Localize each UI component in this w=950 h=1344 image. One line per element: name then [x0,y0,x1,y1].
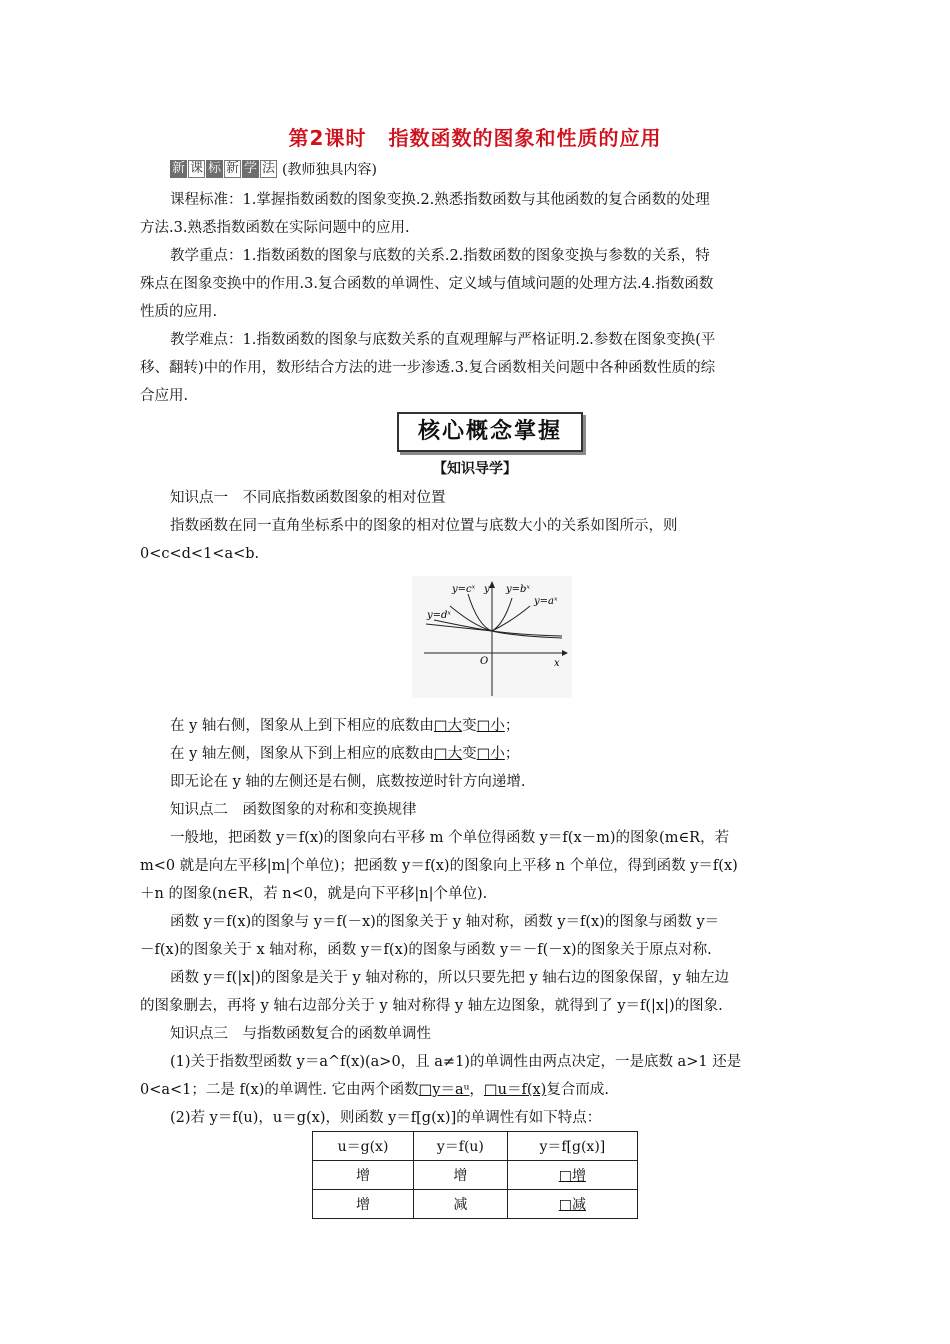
table-header-cell: y＝f[g(x)] [507,1132,637,1161]
curve-d [450,606,562,636]
rule-text: 在 y 轴右侧，图象从上到下相应的底数由 [170,718,434,734]
new-curriculum-banner [170,158,377,180]
paragraph-line: (2)若 y＝f(u)，u＝g(x)，则函数 y＝f[g(x)]的单调性有如下特点： [170,1110,602,1126]
paragraph-line: 一般地，把函数 y＝f(x)的图象向右平移 m 个单位得函数 y＝f(x－m)的图象(m∈R，若 [170,830,730,846]
table-answer-cell: □减 [507,1190,637,1219]
standard-line: 课程标准：1.掌握指数函数的图象变换.2.熟悉指数函数与其他函数的复合函数的处理 [170,192,710,208]
answer-blank: □大 [433,718,463,734]
paragraph-line: m<0 就是向左平移|m|个单位)；把函数 y＝f(x)的图象向上平移 n 个单位，得到函数 y＝f(x) [140,858,738,874]
table-header-cell: u＝g(x) [313,1132,414,1161]
rule-left-side [140,740,846,768]
table-header-row [313,1132,638,1161]
paragraph-text: ， [469,1082,484,1098]
lesson-number: 第2课时 [288,126,367,150]
answer-blank: □y＝aᵘ [418,1082,470,1098]
rule-summary: 即无论在 y 轴的左侧还是右侧，底数按逆时针方向递增. [170,774,526,790]
lesson-topic: 指数函数的图象和性质的应用 [388,126,662,150]
banner-char: 学 [243,161,257,176]
rule-text: ； [504,718,520,734]
paragraph-line: 函数 y＝f(x)的图象与 y＝f(－x)的图象关于 y 轴对称，函数 y＝f(x)的图象与函数 y＝ [170,914,720,930]
table-cell: 增 [414,1161,508,1190]
answer-blank: □小 [476,718,505,734]
banner-char: 新 [225,161,239,176]
key-points-line: 殊点在图象变换中的作用.3.复合函数的单调性、定义域与值域问题的处理方法.4.指数函数 [140,276,714,292]
key-points-line: 性质的应用. [140,304,218,320]
key-points-line: 教学重点：1.指数函数的图象与底数的关系.2.指数函数的图象变换与参数的关系，特 [170,248,710,264]
table-row [313,1190,638,1219]
answer-blank: □u＝f(x) [483,1082,547,1098]
table-cell: 增 [313,1161,414,1190]
difficult-points-line: 教学难点：1.指数函数的图象与底数关系的直观理解与严格证明.2.参数在图象变换(平 [170,332,716,348]
monotonicity-table [312,1131,638,1219]
table-header-cell: y＝f(u) [414,1132,508,1161]
rule-right-side [140,712,846,740]
paragraph-text: 复合而成. [546,1082,609,1098]
difficult-points-line: 合应用. [140,388,189,404]
rule-text: 变 [462,718,477,734]
difficult-points-line: 移、翻转)中的作用，数形结合方法的进一步渗透.3.复合函数相关问题中各种函数性质的综 [140,360,716,376]
label-y-axis: y [484,584,490,595]
label-x-axis: x [554,658,560,669]
rule-text: 在 y 轴左侧，图象从下到上相应的底数由 [170,746,434,762]
paragraph-line: 0<c<d<1<a<b. [140,546,260,562]
knowledge-point-heading: 知识点三 与指数函数复合的函数单调性 [170,1026,431,1042]
banner-char: 法 [261,161,275,176]
answer-blank: □小 [476,746,505,762]
paragraph-line [140,1076,816,1104]
label-d: y=dˣ [427,610,451,621]
section-heading: 核心概念掌握 [397,412,583,452]
exponential-graph-svg [412,576,572,698]
paragraph-line: (1)关于指数型函数 y＝a^f(x)(a>0，且 a≠1)的单调性由两点决定，一是底数 a>1 还是 [170,1054,742,1070]
x-axis-arrow [562,650,568,656]
paragraph-line: 函数 y＝f(|x|)的图象是关于 y 轴对称的，所以只要先把 y 轴右边的图象保留，y 轴左边 [170,970,730,986]
subsection-heading: 【知识导学】 [433,461,517,477]
answer-blank: □大 [433,746,463,762]
paragraph-text: 0<a<1；二是 f(x)的单调性. 它由两个函数 [140,1082,419,1098]
y-axis-arrow [489,581,495,588]
banner-char: 标 [207,161,221,176]
label-c: y=cˣ [452,584,476,595]
table-cell: 增 [313,1190,414,1219]
banner-char: 课 [189,161,203,176]
label-a: y=aˣ [534,596,558,607]
rule-text: 变 [462,746,477,762]
paragraph-line: 的图象删去，再将 y 轴右边部分关于 y 轴对称得 y 轴左边图象，就得到了 y＝f(|x|)的图象. [140,998,723,1014]
table-cell: 减 [414,1190,508,1219]
paragraph-line: －f(x)的图象关于 x 轴对称，函数 y＝f(x)的图象与函数 y＝－f(－x)的图象关于原点对称. [140,942,712,958]
label-origin: O [480,656,489,667]
knowledge-point-heading: 知识点二 函数图象的对称和变换规律 [170,802,417,818]
paragraph-line: ＋n 的图象(n∈R，若 n<0，就是向下平移|n|个单位). [140,886,488,902]
table-answer-cell: □增 [507,1161,637,1190]
standard-line: 方法.3.熟悉指数函数在实际问题中的应用. [140,220,410,236]
knowledge-point-heading: 知识点一 不同底指数函数图象的相对位置 [170,490,446,506]
page-title [0,122,950,151]
exponential-graph-figure [412,576,572,698]
paragraph-line: 指数函数在同一直角坐标系中的图象的相对位置与底数大小的关系如图所示，则 [170,518,678,534]
label-b: y=bˣ [506,584,530,595]
teacher-note: (教师独具内容) [282,162,377,178]
table-row [313,1161,638,1190]
banner-char: 新 [171,161,185,176]
rule-text: ； [504,746,520,762]
